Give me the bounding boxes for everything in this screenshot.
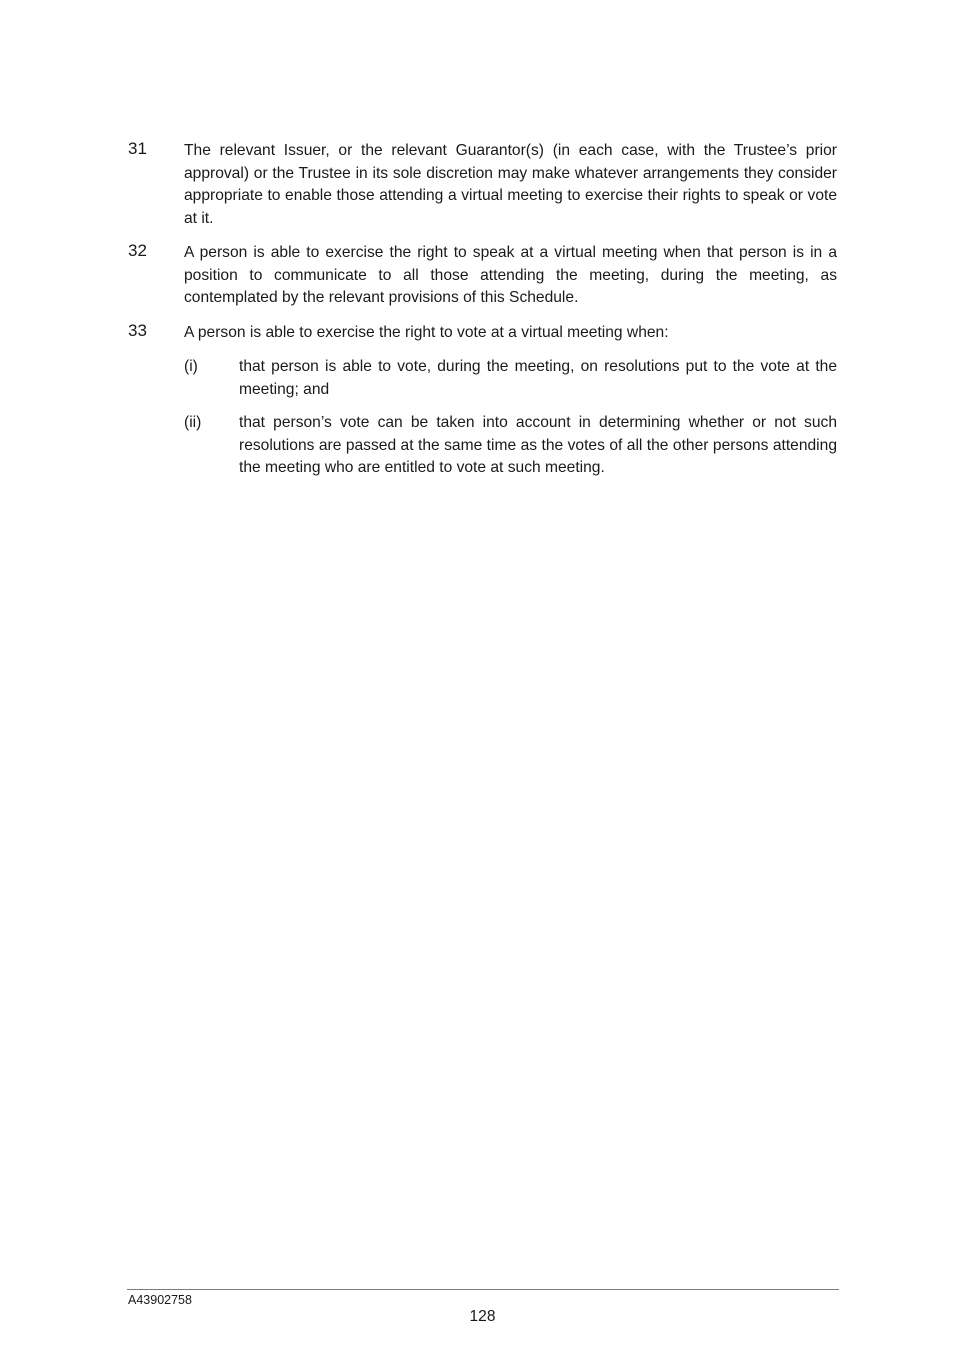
clause-number: 31 <box>128 139 147 158</box>
clause-text: A person is able to exercise the right to speak at a virtual meeting when that person is in a position to communicate to all those attending the meeting, during the meeting, as contemplated by the relevant provisions of this Schedule. <box>184 244 837 306</box>
page-number: 128 <box>469 1308 496 1325</box>
document-reference: A43902758 <box>128 1293 192 1307</box>
subclause-text: that person’s vote can be taken into account in determining whether or not such resolutions are passed at the same time as the votes of all the other persons attending the meeting who are entitled to vote at such meeting. <box>239 414 837 476</box>
subclause-number: (i) <box>184 358 198 375</box>
clause-number: 33 <box>128 321 147 340</box>
clause-text: The relevant Issuer, or the relevant Guarantor(s) (in each case, with the Trustee’s prior approval) or the Trustee in its sole discretion may make whatever arrangements they consider appropriate to enable those attending a virtual meeting to exercise their rights to speak or vote at it. <box>184 142 837 227</box>
subclause-number: (ii) <box>184 414 202 431</box>
clause-text: A person is able to exercise the right to vote at a virtual meeting when: <box>184 324 669 341</box>
clause-number: 32 <box>128 241 147 260</box>
subclause-text: that person is able to vote, during the meeting, on resolutions put to the vote at the meeting; and <box>239 358 837 398</box>
footer-divider <box>127 1289 839 1290</box>
